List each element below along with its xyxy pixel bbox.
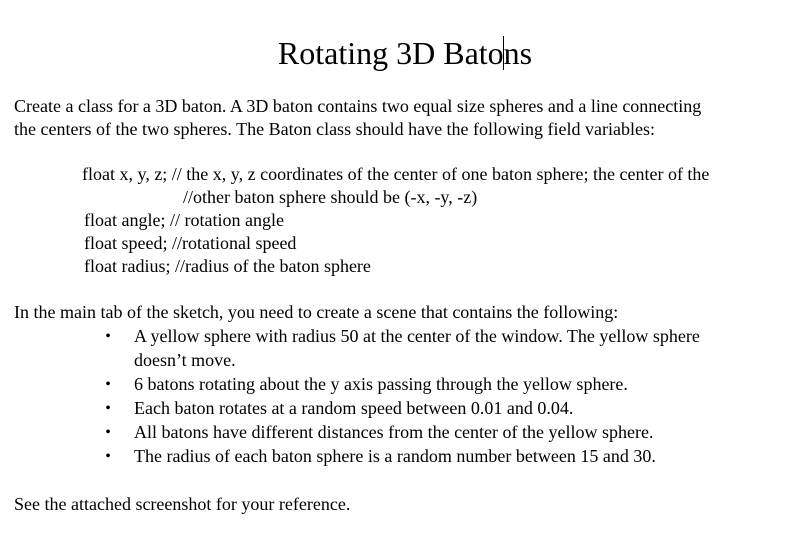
field-line-xyz-continued: //other baton sphere should be (-x, -y, -z) bbox=[183, 187, 478, 207]
bullet-icon: • bbox=[105, 423, 111, 441]
list-item-line: The radius of each baton sphere is a random number between 15 and 30. bbox=[134, 445, 656, 466]
bullet-icon: • bbox=[105, 399, 111, 417]
list-item bbox=[0, 373, 810, 397]
title-text-end: ns bbox=[503, 35, 533, 71]
footer-paragraph: See the attached screenshot for your reference. bbox=[14, 494, 351, 514]
list-item bbox=[0, 445, 810, 469]
main-tab-paragraph: In the main tab of the sketch, you need to create a scene that contains the following: bbox=[14, 302, 619, 322]
list-item-line: A yellow sphere with radius 50 at the center of the window. The yellow sphere bbox=[134, 326, 700, 346]
list-item-line: doesn’t move. bbox=[134, 349, 236, 370]
document-title bbox=[0, 33, 810, 73]
bullet-icon: • bbox=[105, 375, 111, 393]
list-item-line: 6 batons rotating about the y axis passing through the yellow sphere. bbox=[134, 373, 628, 394]
list-item-line: Each baton rotates at a random speed between 0.01 and 0.04. bbox=[134, 397, 574, 418]
list-item bbox=[0, 325, 810, 372]
field-line-angle: float angle; // rotation angle bbox=[84, 210, 284, 230]
bullet-icon: • bbox=[105, 328, 111, 345]
list-item bbox=[0, 421, 810, 445]
intro-paragraph bbox=[14, 95, 701, 141]
list-item bbox=[0, 397, 810, 421]
field-line-xyz: float x, y, z; // the x, y, z coordinates of the center of one baton sphere; the center of the bbox=[82, 164, 710, 184]
intro-line-2: the centers of the two spheres. The Baton class should have the following field variables: bbox=[14, 119, 655, 139]
intro-line-1: Create a class for a 3D baton. A 3D baton contains two equal size spheres and a line connecting bbox=[14, 96, 702, 116]
requirements-list bbox=[0, 325, 810, 469]
field-line-speed: float speed; //rotational speed bbox=[84, 233, 297, 253]
field-line-radius: float radius; //radius of the baton sphere bbox=[84, 256, 371, 276]
list-item-line: All batons have different distances from the center of the yellow sphere. bbox=[134, 421, 654, 442]
title-text-start: Rotating 3D Bato bbox=[277, 35, 504, 71]
bullet-icon: • bbox=[105, 447, 111, 465]
